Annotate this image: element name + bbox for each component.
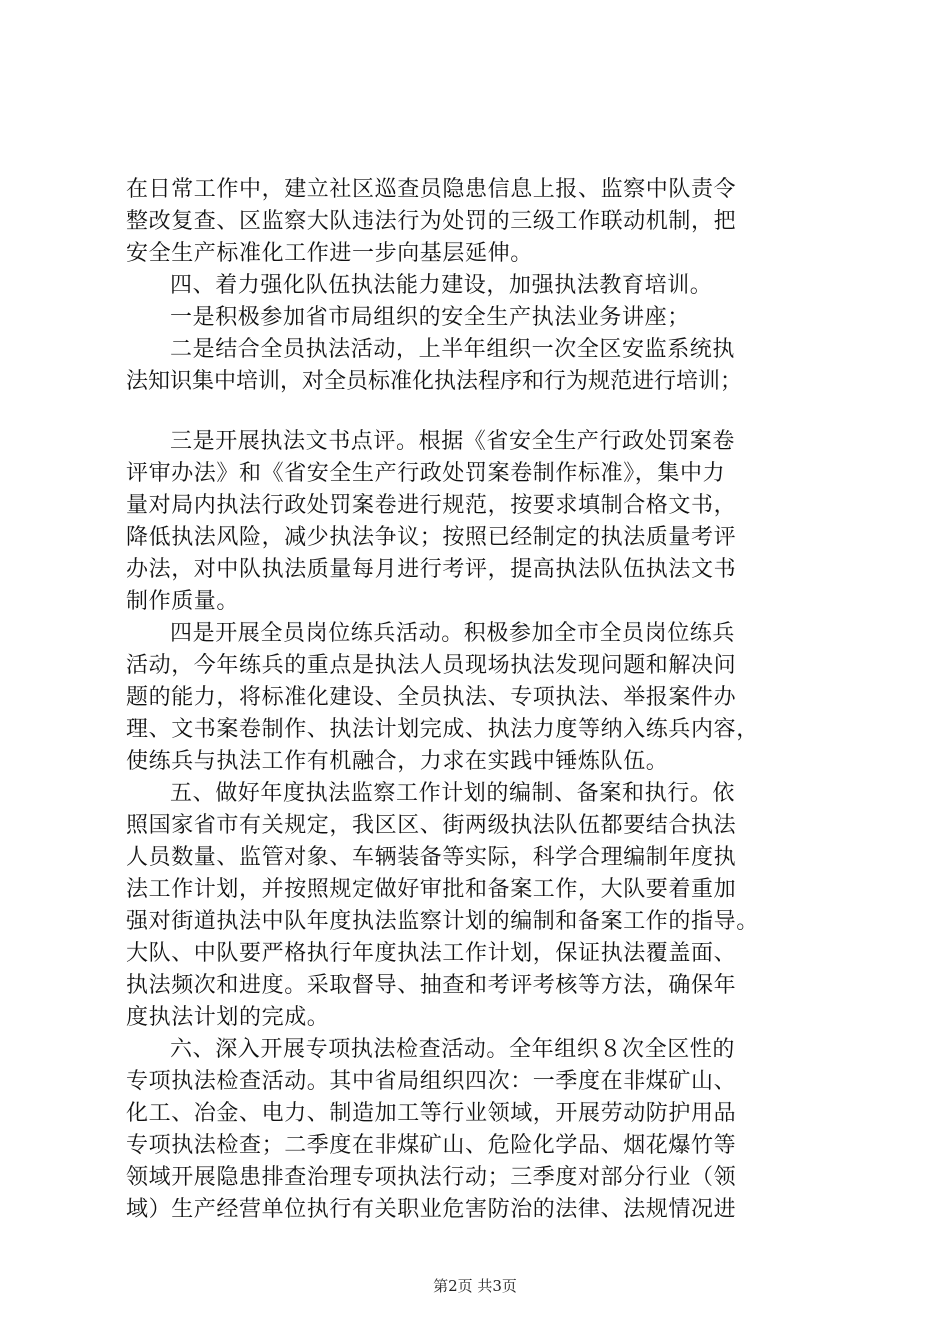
- paragraph-line: 四是开展全员岗位练兵活动。积极参加全市全员岗位练兵: [170, 621, 736, 646]
- paragraph-line: 专项执法检查；二季度在非煤矿山、危险化学品、烟花爆竹等: [126, 1133, 737, 1158]
- paragraph-line: 法工作计划，并按照规定做好审批和备案工作，大队要着重加: [126, 877, 737, 902]
- paragraph-line: 办法，对中队执法质量每月进行考评，提高执法队伍执法文书: [126, 557, 737, 582]
- paragraph-line: 二是结合全员执法活动，上半年组织一次全区安监系统执: [170, 337, 736, 362]
- paragraph-line: 整改复查、区监察大队违法行为处罚的三级工作联动机制，把: [126, 209, 737, 234]
- paragraph-line: 三是开展执法文书点评。根据《省安全生产行政处罚案卷: [170, 429, 736, 454]
- paragraph-line: 领域开展隐患排查治理专项执法行动；三季度对部分行业（领: [126, 1165, 737, 1190]
- paragraph-line: 执法频次和进度。采取督导、抽查和考评考核等方法，确保年: [126, 973, 737, 998]
- paragraph-line: 域）生产经营单位执行有关职业危害防治的法律、法规情况进: [126, 1197, 737, 1222]
- paragraph-line: 一是积极参加省市局组织的安全生产执法业务讲座；: [170, 305, 690, 330]
- paragraph-line: 量对局内执法行政处罚案卷进行规范，按要求填制合格文书，: [126, 493, 737, 518]
- paragraph-line: 六、深入开展专项执法检查活动。全年组织８次全区性的: [170, 1037, 736, 1062]
- paragraph-line: 专项执法检查活动。其中省局组织四次：一季度在非煤矿山、: [126, 1069, 737, 1094]
- paragraph-line: 人员数量、监管对象、车辆装备等实际，科学合理编制年度执: [126, 845, 737, 870]
- paragraph-line: 大队、中队要严格执行年度执法工作计划，保证执法覆盖面、: [126, 941, 737, 966]
- paragraph-line: 活动，今年练兵的重点是执法人员现场执法发现问题和解决问: [126, 653, 737, 678]
- paragraph-line: 安全生产标准化工作进一步向基层延伸。: [126, 241, 533, 266]
- paragraph-line: 五、做好年度执法监察工作计划的编制、备案和执行。依: [170, 781, 736, 806]
- paragraph-line: 评审办法》和《省安全生产行政处罚案卷制作标准》，集中力: [126, 461, 726, 486]
- paragraph-line: 题的能力，将标准化建设、全员执法、专项执法、举报案件办: [126, 685, 737, 710]
- paragraph-line: 理、文书案卷制作、执法计划完成、执法力度等纳入练兵内容，: [126, 717, 759, 742]
- paragraph-line: 度执法计划的完成。: [126, 1005, 330, 1030]
- paragraph-line: 四、着力强化队伍执法能力建设，加强执法教育培训。: [170, 273, 713, 298]
- paragraph-line: 制作质量。: [126, 589, 240, 614]
- paragraph-line: 照国家省市有关规定，我区区、街两级执法队伍都要结合执法: [126, 813, 737, 838]
- paragraph-line: 降低执法风险，减少执法争议；按照已经制定的执法质量考评: [126, 525, 737, 550]
- paragraph-line: 法知识集中培训，对全员标准化执法程序和行为规范进行培训；: [126, 369, 743, 394]
- page-number: 第2页 共3页: [433, 1277, 517, 1295]
- paragraph-line: 化工、冶金、电力、制造加工等行业领域，开展劳动防护用品: [126, 1101, 737, 1126]
- paragraph-line: 在日常工作中，建立社区巡查员隐患信息上报、监察中队责令: [126, 177, 737, 202]
- paragraph-line: 强对街道执法中队年度执法监察计划的编制和备案工作的指导。: [126, 909, 759, 934]
- paragraph-line: 使练兵与执法工作有机融合，力求在实践中锤炼队伍。: [126, 749, 669, 774]
